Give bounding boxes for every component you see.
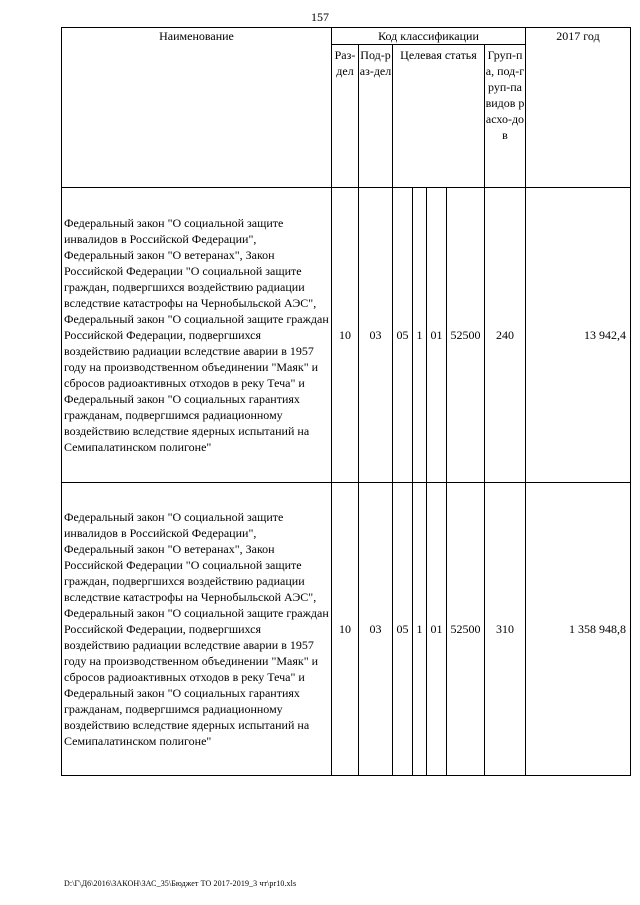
header-subsection: Под-раз-дел [359, 45, 393, 188]
row-subsection: 03 [359, 483, 393, 776]
page-number: 157 [311, 10, 329, 24]
row-name: Федеральный закон "О социальной защите инвалидов в Российской Федерации", Федеральный закон "О ветеранах", Закон Российской Федерации "О социальной защите граждан, подвергшихся воздействию радиации вследствие катастрофы на Чернобыльской АЭС", Федеральный закон "О социальной защите граждан Российской Федерации, подвергшихся воздействию радиации вследствие аварии в 1957 году на производственном объединении "Маяк" и сбросов радиоактивных отходов в реку Теча" и Федеральный закон "О социальных гарантиях гражданам, подвергшимся радиационному воздействию вследствие ядерных испытаний на Семипалатинском полигоне" [62, 188, 332, 483]
budget-table [61, 27, 631, 776]
row-subsection: 03 [359, 188, 393, 483]
row-subprogram: 1 [413, 483, 427, 776]
table-row [62, 483, 631, 776]
row-amount: 13 942,4 [526, 188, 631, 483]
header-expense-group: Груп-па, под-груп-па видов расхо-дов [485, 45, 526, 188]
row-subprogram: 1 [413, 188, 427, 483]
header-year: 2017 год [526, 28, 631, 188]
row-direction: 52500 [447, 483, 485, 776]
table-row [62, 188, 631, 483]
header-name: Наименование [62, 28, 332, 188]
row-amount: 1 358 948,8 [526, 483, 631, 776]
row-section: 10 [332, 483, 359, 776]
row-expense-group: 310 [485, 483, 526, 776]
row-program: 05 [393, 483, 413, 776]
row-name: Федеральный закон "О социальной защите инвалидов в Российской Федерации", Федеральный закон "О ветеранах", Закон Российской Федерации "О социальной защите граждан, подвергшихся воздействию радиации вследствие катастрофы на Чернобыльской АЭС", Федеральный закон "О социальной защите граждан Российской Федерации, подвергшихся воздействию радиации вследствие аварии в 1957 году на производственном объединении "Маяк" и сбросов радиоактивных отходов в реку Теча" и Федеральный закон "О социальных гарантиях гражданам, подвергшимся радиационному воздействию вследствие ядерных испытаний на Семипалатинском полигоне" [62, 483, 332, 776]
row-direction: 52500 [447, 188, 485, 483]
row-event: 01 [427, 483, 447, 776]
row-event: 01 [427, 188, 447, 483]
header-target-article: Целевая статья [393, 45, 485, 188]
header-section: Раз-дел [332, 45, 359, 188]
row-expense-group: 240 [485, 188, 526, 483]
row-section: 10 [332, 188, 359, 483]
file-path-footer: D:\Г\Д6\2016\ЗАКОН\ЗАС_35\Бюджет ТО 2017-2019_3 чт\рr10.xls [64, 879, 297, 888]
row-program: 05 [393, 188, 413, 483]
header-code: Код классификации [332, 28, 526, 45]
